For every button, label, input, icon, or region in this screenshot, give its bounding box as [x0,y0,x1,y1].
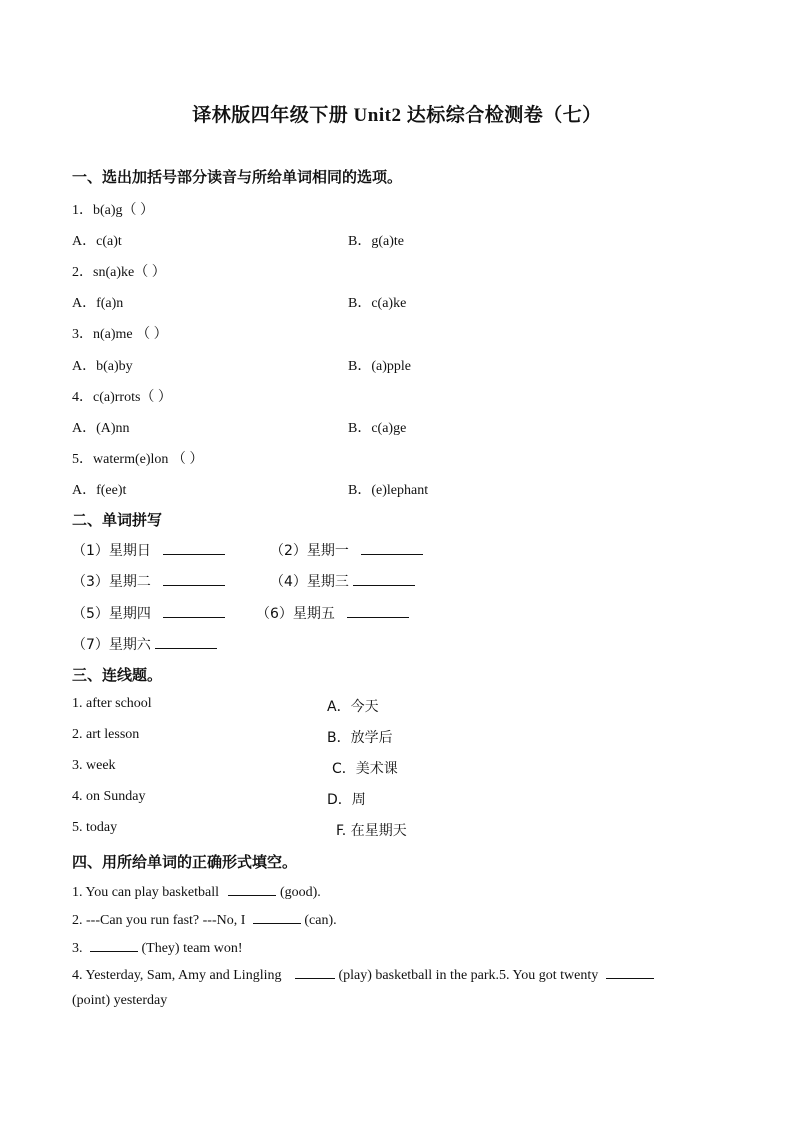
question-stem: 4．c(a)rrots（ ） [72,390,172,405]
fill-question-1: 1. You can play basketball (good). [72,882,321,901]
option-b: B．c(a)ge [348,421,407,436]
option-a: A．f(a)n [72,296,124,311]
match-left-item: 1. after school [72,696,152,711]
fill-question-5: (point) yesterday [72,993,168,1008]
spelling-label: （7）星期六 [72,637,151,653]
option-b: B．g(a)te [348,234,404,249]
section1-heading: 一、选出加括号部分读音与所给单词相同的选项。 [72,168,403,186]
answer-blank[interactable] [228,882,276,896]
match-left-item: 4. on Sunday [72,789,146,804]
answer-blank[interactable] [361,541,423,555]
spelling-item [270,540,423,560]
option-a: A．b(a)by [72,359,133,374]
answer-blank[interactable] [90,938,138,952]
fill-question-4: 4. Yesterday, Sam, Amy and Lingling (play) basketball in the park.5. You got twenty [72,965,654,984]
match-right-item: B．放学后 [327,730,393,746]
fill-question-2: 2. ---Can you run fast? ---No, I (can). [72,910,337,929]
spelling-item [72,634,217,654]
answer-blank[interactable] [606,965,654,979]
answer-blank[interactable] [353,572,415,586]
option-b: B．c(a)ke [348,296,407,311]
match-right-item: D．周 [327,792,366,808]
match-right-item: A．今天 [327,699,379,715]
spelling-item [72,571,225,591]
answer-blank[interactable] [295,965,335,979]
option-b: B．(e)lephant [348,483,429,498]
spelling-label: （6）星期五 [256,606,335,622]
answer-blank[interactable] [163,604,225,618]
spelling-item [270,571,415,591]
answer-blank[interactable] [253,910,301,924]
option-b: B．(a)pple [348,359,411,374]
question-stem: 2．sn(a)ke（ ） [72,265,166,280]
question-stem: 5．waterm(e)lon （ ） [72,452,204,467]
spelling-item [256,603,409,623]
fill-question-3: 3. (They) team won! [72,938,243,957]
spelling-label: （1）星期日 [72,543,151,559]
match-right-item: F. 在星期天 [336,823,407,839]
question-stem: 3．n(a)me （ ） [72,327,168,342]
spelling-item [72,540,225,560]
option-a: A．f(ee)t [72,483,127,498]
spelling-label: （3）星期二 [72,574,151,590]
question-stem: 1．b(a)g（ ） [72,203,155,218]
match-left-item: 2. art lesson [72,727,140,742]
spelling-item [72,603,225,623]
answer-blank[interactable] [155,635,217,649]
answer-blank[interactable] [347,604,409,618]
section3-heading: 三、连线题。 [72,666,163,684]
match-left-item: 3. week [72,758,116,773]
answer-blank[interactable] [163,541,225,555]
section2-heading: 二、单词拼写 [72,511,163,529]
option-a: A．c(a)t [72,234,122,249]
answer-blank[interactable] [163,572,225,586]
option-a: A．(A)nn [72,421,130,436]
match-right-item: C．美术课 [332,761,398,777]
match-left-item: 5. today [72,820,118,835]
page-title: 译林版四年级下册 Unit2 达标综合检测卷（七） [192,105,602,126]
spelling-label: （2）星期一 [270,543,349,559]
section4-heading: 四、用所给单词的正确形式填空。 [72,853,298,871]
spelling-label: （5）星期四 [72,606,151,622]
spelling-label: （4）星期三 [270,574,349,590]
